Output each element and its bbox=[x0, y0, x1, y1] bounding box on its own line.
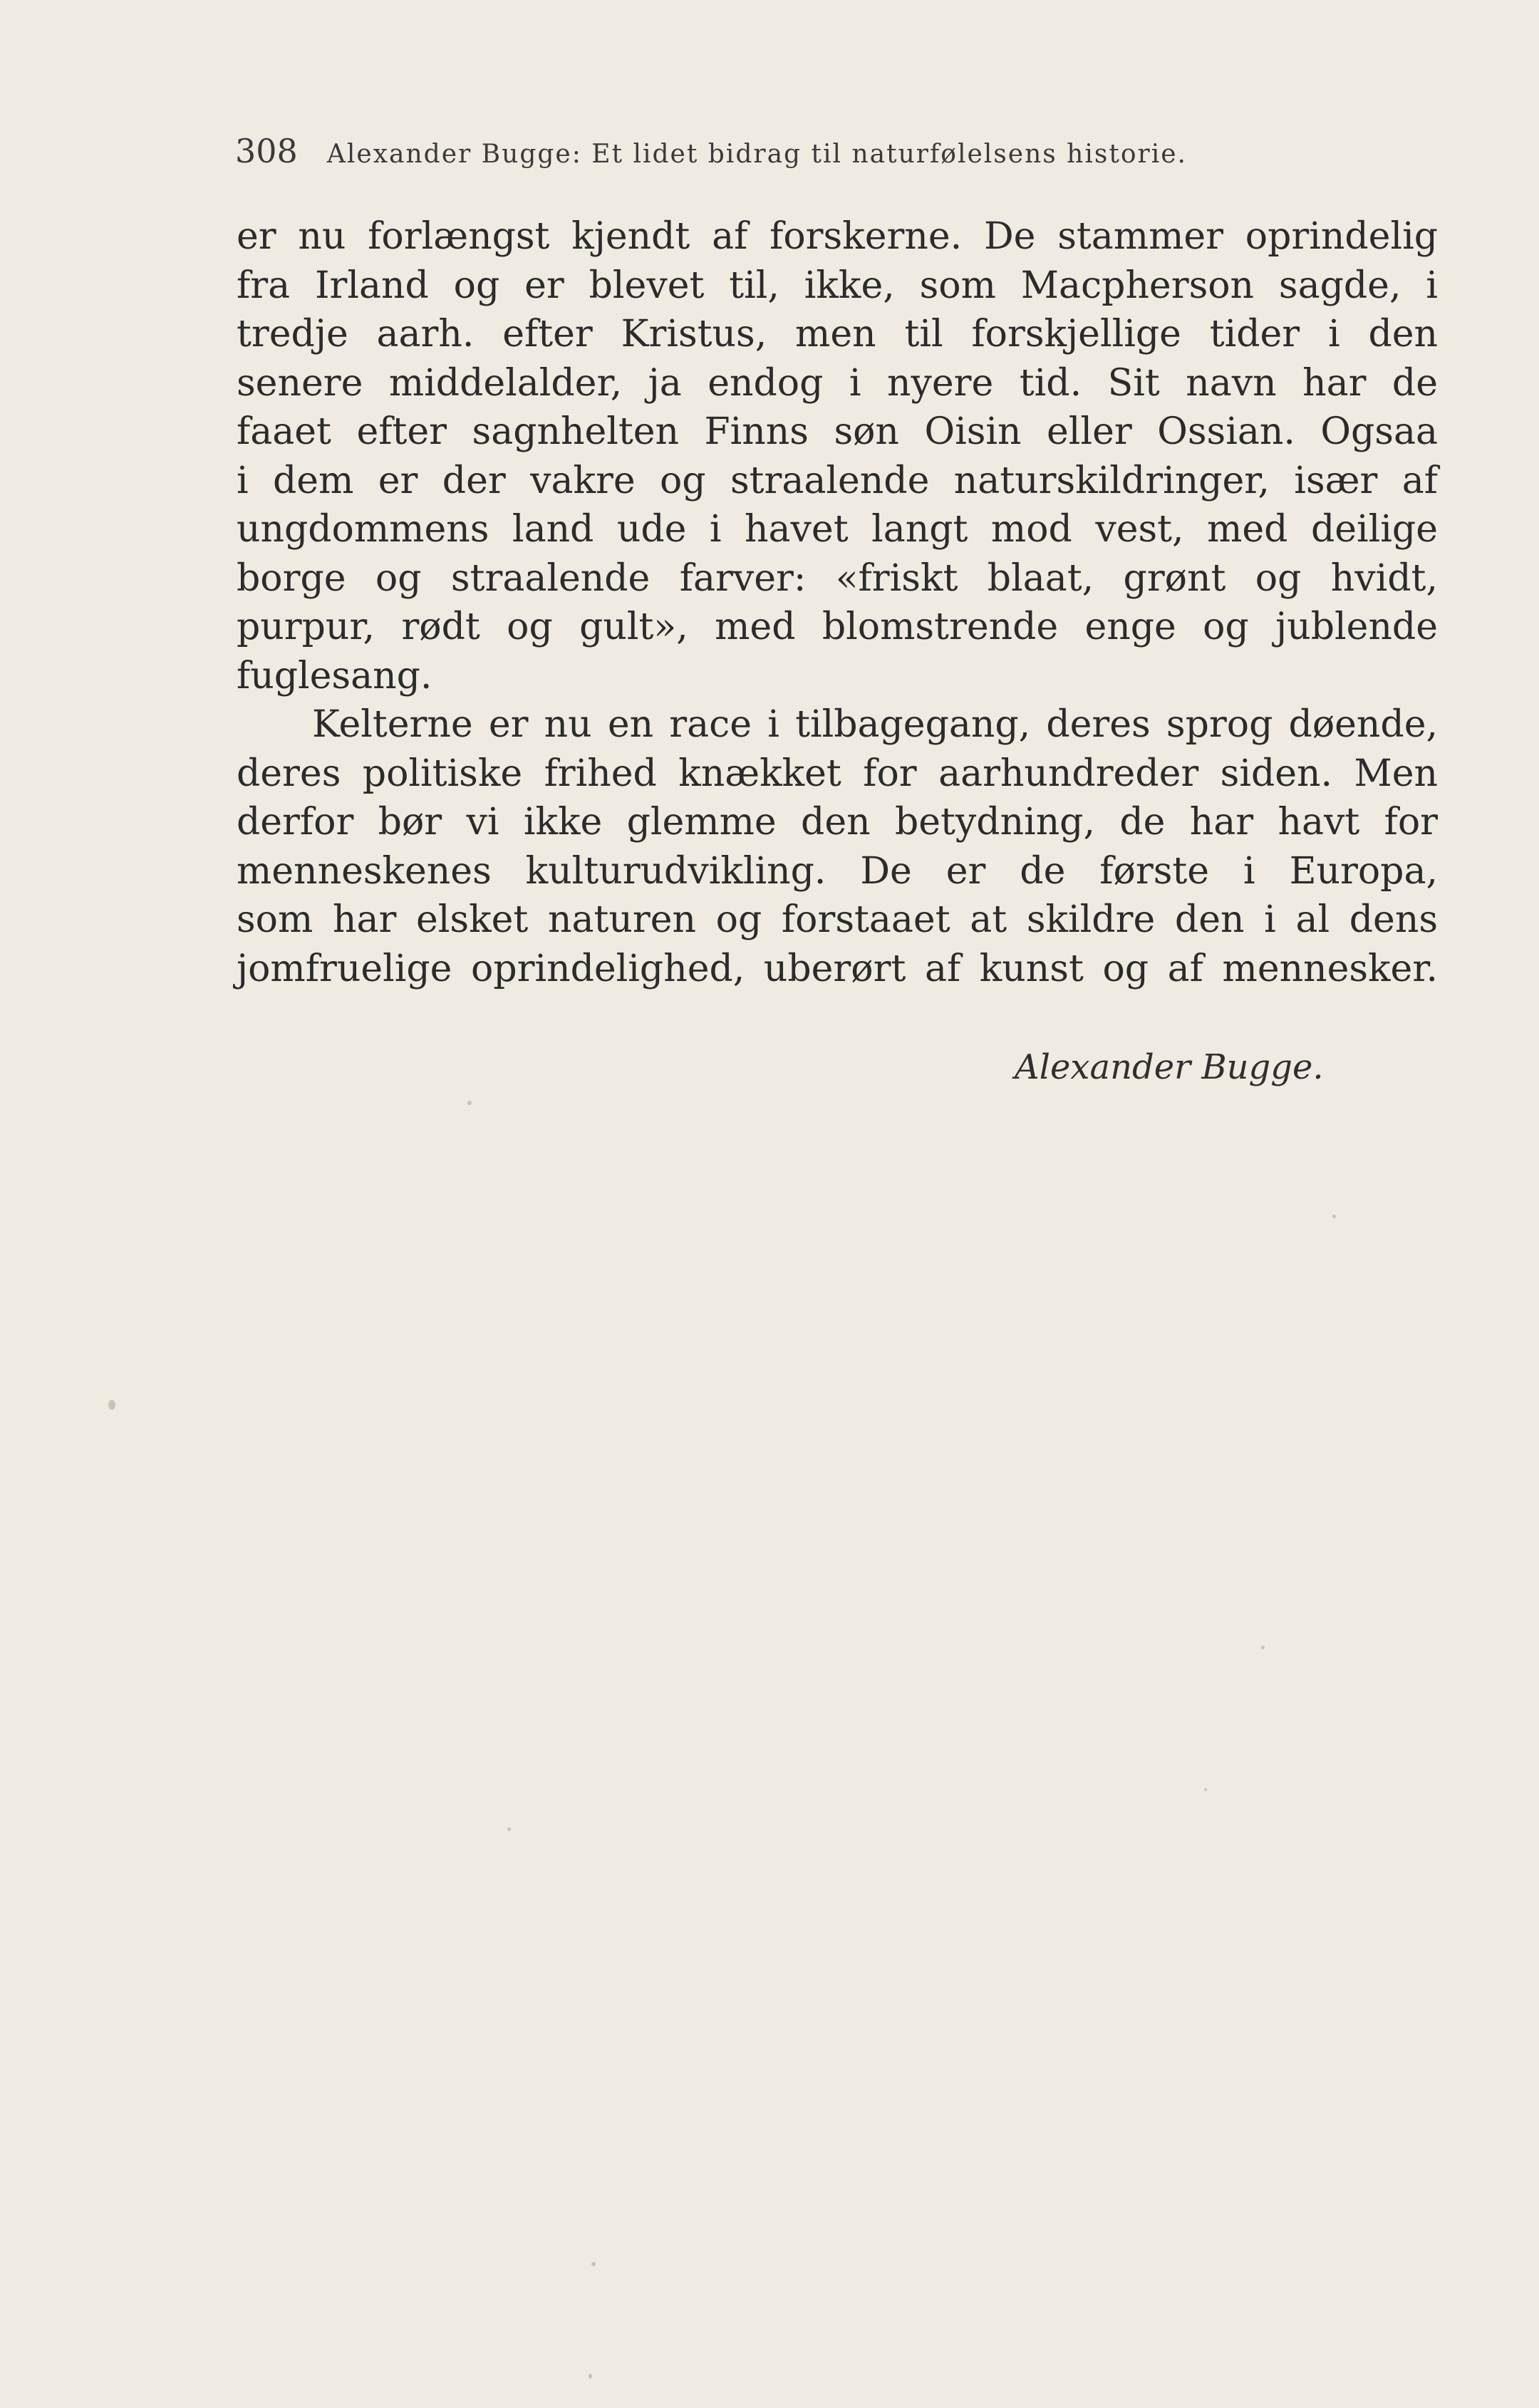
text-line: purpur, rødt og gult», med blomstrende enge og jublende bbox=[237, 606, 1438, 648]
paper-speck bbox=[108, 1400, 115, 1410]
page-number: 308 bbox=[235, 132, 298, 170]
text-line: senere middelalder, ja endog i nyere tid. Sit navn har de bbox=[237, 361, 1438, 405]
author-signature: Alexander Bugge. bbox=[1015, 1047, 1324, 1087]
text-line: tredje aarh. efter Kristus, men til forskjellige tider i den bbox=[237, 313, 1438, 356]
text-line: derfor bør vi ikke glemme den betydning, de har havt for bbox=[237, 801, 1438, 844]
text-line: borge og straalende farver: «friskt blaat, grønt og hvidt, bbox=[237, 556, 1438, 600]
paper-speck bbox=[591, 2262, 596, 2266]
running-title: Alexander Bugge: Et lidet bidrag til naturfølelsens historie. bbox=[326, 140, 1187, 169]
paper-speck bbox=[507, 1827, 511, 1831]
paper-speck bbox=[1204, 1788, 1207, 1791]
paper-speck bbox=[467, 1101, 472, 1105]
paper-speck bbox=[1332, 1215, 1336, 1218]
text-line: menneskenes kulturudvikling. De er de første i Europa, bbox=[237, 849, 1438, 893]
page-header bbox=[235, 132, 1347, 182]
text-line: faaet efter sagnhelten Finns søn Oisin eller Ossian. Ogsaa bbox=[237, 410, 1438, 453]
paper-speck bbox=[1261, 1646, 1265, 1649]
text-line: i dem er der vakre og straalende naturskildringer, især af bbox=[237, 459, 1438, 502]
text-line: Kelterne er nu en race i tilbagegang, deres sprog døende, bbox=[312, 703, 1438, 746]
paper-speck bbox=[589, 2374, 592, 2379]
text-line: ungdommens land ude i havet langt mod vest, med deilige bbox=[237, 508, 1438, 551]
text-line: er nu forlængst kjendt af forskerne. De stammer oprindelig bbox=[237, 215, 1438, 258]
text-line: jomfruelige oprindelighed, uberørt af kunst og af mennesker. bbox=[237, 947, 1438, 990]
text-line: fra Irland og er blevet til, ikke, som Macpherson sagde, i bbox=[237, 264, 1438, 307]
text-line: fuglesang. bbox=[237, 654, 432, 697]
text-line: som har elsket naturen og forstaaet at skildre den i al dens bbox=[237, 898, 1438, 941]
body-text bbox=[237, 212, 1438, 993]
text-line: deres politiske frihed knækket for aarhundreder siden. Men bbox=[237, 752, 1438, 795]
